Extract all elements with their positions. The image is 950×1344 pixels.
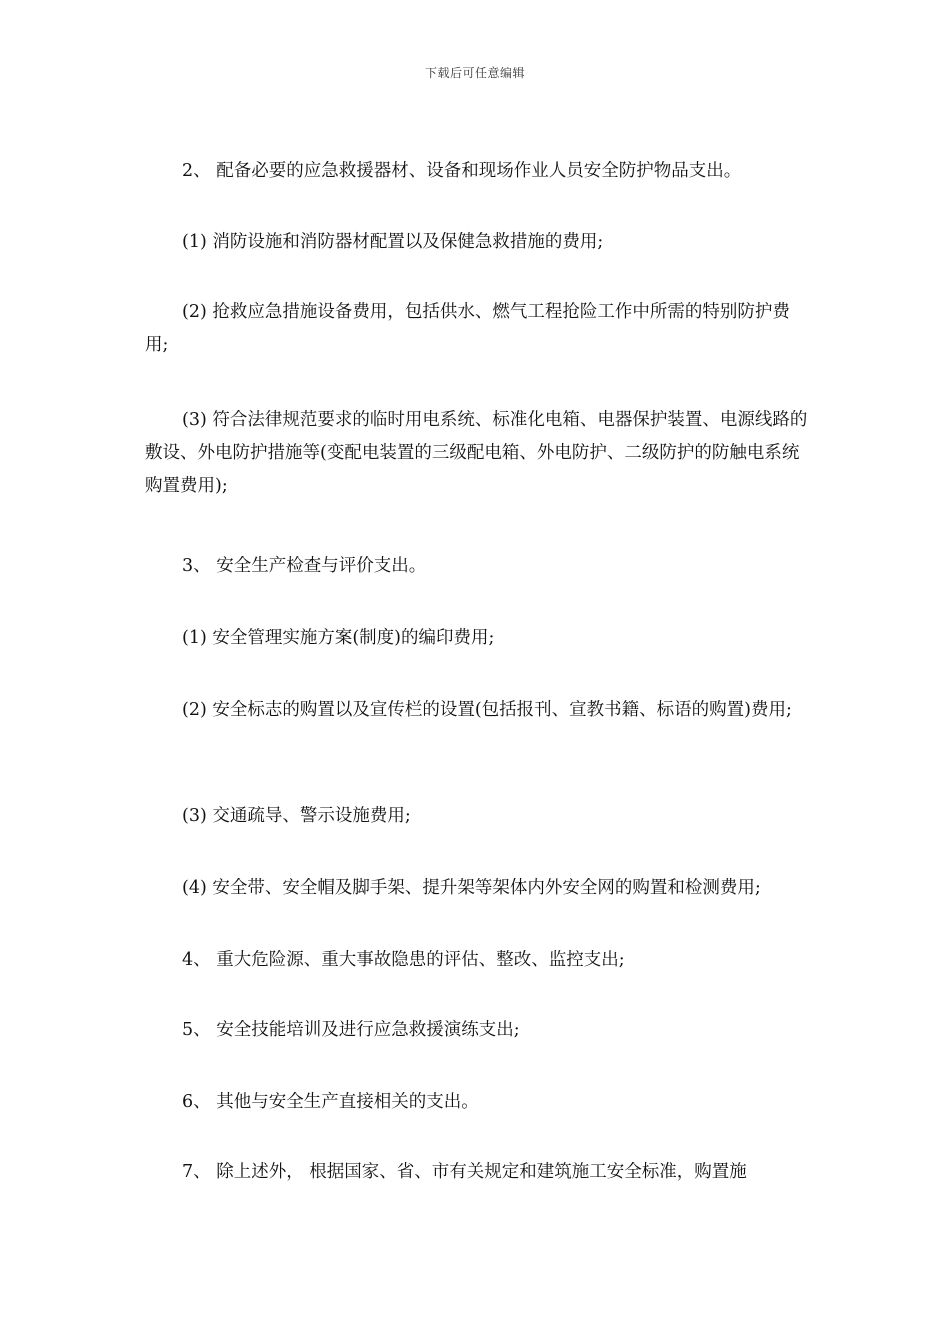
paragraph-traffic-guidance: (3) 交通疏导、警示设施费用; (182, 806, 411, 826)
paragraph-safety-plan-printing: (1) 安全管理实施方案(制度)的编印费用; (182, 628, 495, 648)
paragraph-safety-signs: (2) 安全标志的购置以及宣传栏的设置(包括报刊、宣教书籍、标语的购置)费用; (182, 700, 792, 720)
page-header: 下载后可任意编辑 (424, 66, 525, 80)
paragraph-item-7: 7、 除上述外， 根据国家、省、市有关规定和建筑施工安全标准，购置施 (182, 1162, 747, 1182)
paragraph-safety-nets: (4) 安全带、安全帽及脚手架、提升架等架体内外安全网的购置和检测费用; (182, 878, 761, 898)
paragraph-temporary-electricity: (3) 符合法律规范要求的临时用电系统、标准化电箱、电器保护装置、电源线路的敷设、外电防护措施等(变配电装置的三级配电箱、外电防护、二级防护的防触电系统购置费用); (145, 410, 808, 496)
paragraph-fire-equipment: (1) 消防设施和消防器材配置以及保健急救措施的费用; (182, 232, 604, 252)
paragraph-item-3-heading: 3、 安全生产检查与评价支出。 (182, 556, 427, 576)
paragraph-emergency-equipment: (2) 抢救应急措施设备费用，包括供水、燃气工程抢险工作中所需的特别防护费用; (145, 302, 790, 355)
paragraph-item-6: 6、 其他与安全生产直接相关的支出。 (182, 1092, 479, 1112)
paragraph-item-4: 4、 重大危险源、重大事故隐患的评估、整改、监控支出; (182, 950, 625, 970)
paragraph-item-2-heading: 2、 配备必要的应急救援器材、设备和现场作业人员安全防护物品支出。 (182, 161, 742, 181)
paragraph-item-5: 5、 安全技能培训及进行应急救援演练支出; (182, 1020, 520, 1040)
